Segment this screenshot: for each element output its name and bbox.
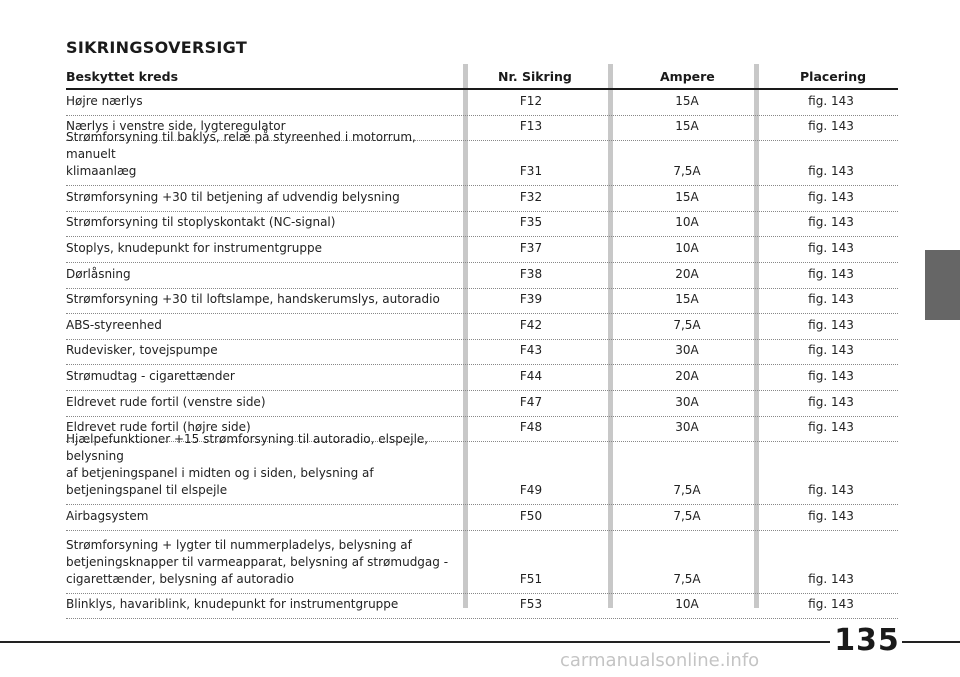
row-location: fig. 143 xyxy=(808,368,854,383)
page-number: 135 xyxy=(834,623,900,658)
table-row xyxy=(66,289,898,315)
row-location: fig. 143 xyxy=(808,189,854,204)
table-row xyxy=(66,594,898,620)
row-fuse-number: F31 xyxy=(519,164,543,179)
fuse-table xyxy=(66,64,898,619)
row-location: fig. 143 xyxy=(808,420,854,435)
table-row xyxy=(66,391,898,417)
row-description: Hjælpefunktioner +15 strømforsyning til autoradio, elspejle, belysning af betjeningspanel i midten og i siden, belysning af betjeningspanel til elspejle xyxy=(66,432,429,498)
row-description: ABS-styreenhed xyxy=(66,317,162,332)
row-fuse-number: F42 xyxy=(519,317,543,332)
row-ampere: 15A xyxy=(675,189,699,204)
row-fuse-number: F44 xyxy=(519,368,543,383)
row-ampere: 30A xyxy=(675,420,699,435)
footer-rule xyxy=(0,641,830,643)
row-fuse-number: F12 xyxy=(519,93,543,108)
row-fuse-number: F43 xyxy=(519,343,543,358)
row-ampere: 20A xyxy=(675,266,699,281)
row-ampere: 7,5A xyxy=(673,164,701,179)
row-location: fig. 143 xyxy=(808,317,854,332)
row-description: Blinklys, havariblink, knudepunkt for instrumentgruppe xyxy=(66,597,399,612)
table-row xyxy=(66,531,898,594)
header-circuit: Beskyttet kreds xyxy=(66,69,179,84)
row-description: Strømforsyning +30 til betjening af udvendig belysning xyxy=(66,189,400,204)
row-description: Stoplys, knudepunkt for instrumentgruppe xyxy=(66,240,322,255)
page-title: SIKRINGSOVERSIGT xyxy=(66,38,248,57)
table-row xyxy=(66,505,898,531)
row-location: fig. 143 xyxy=(808,508,854,523)
table-row xyxy=(66,340,898,366)
table-body xyxy=(66,90,898,619)
row-fuse-number: F38 xyxy=(519,266,543,281)
row-fuse-number: F35 xyxy=(519,215,543,230)
row-fuse-number: F13 xyxy=(519,119,543,134)
footer-rule-right xyxy=(902,641,960,643)
table-row xyxy=(66,432,898,505)
row-description: Eldrevet rude fortil (højre side) xyxy=(66,420,251,435)
row-ampere: 10A xyxy=(675,215,699,230)
table-row xyxy=(66,212,898,238)
header-fuse: Nr. Sikring xyxy=(498,69,572,84)
row-description: Airbagsystem xyxy=(66,508,149,523)
row-ampere: 30A xyxy=(675,343,699,358)
watermark: carmanualsonline.info xyxy=(560,650,760,671)
table-row xyxy=(66,314,898,340)
row-description: Strømforsyning + lygter til nummerpladelys, belysning af betjeningsknapper til varmeapparat, belysning af strømudgag - cigarettænder, belysning af autoradio xyxy=(66,537,449,586)
table-row xyxy=(66,186,898,212)
table-row xyxy=(66,90,898,116)
row-fuse-number: F53 xyxy=(519,597,543,612)
table-row xyxy=(66,263,898,289)
header-ampere: Ampere xyxy=(660,69,715,84)
row-location: fig. 143 xyxy=(808,215,854,230)
row-location: fig. 143 xyxy=(808,571,854,586)
row-ampere: 7,5A xyxy=(673,317,701,332)
row-location: fig. 143 xyxy=(808,93,854,108)
row-description: Højre nærlys xyxy=(66,93,143,108)
row-description: Nærlys i venstre side, lygteregulator xyxy=(66,119,286,134)
row-ampere: 15A xyxy=(675,119,699,134)
row-description: Strømforsyning +30 til loftslampe, handskerumslys, autoradio xyxy=(66,292,440,307)
row-fuse-number: F48 xyxy=(519,420,543,435)
row-location: fig. 143 xyxy=(808,394,854,409)
row-description: Eldrevet rude fortil (venstre side) xyxy=(66,394,266,409)
row-ampere: 20A xyxy=(675,368,699,383)
row-ampere: 7,5A xyxy=(673,571,701,586)
row-location: fig. 143 xyxy=(808,240,854,255)
section-tab-marker xyxy=(925,250,960,320)
row-ampere: 7,5A xyxy=(673,508,701,523)
row-location: fig. 143 xyxy=(808,483,854,498)
row-location: fig. 143 xyxy=(808,292,854,307)
row-location: fig. 143 xyxy=(808,343,854,358)
row-ampere: 10A xyxy=(675,597,699,612)
row-location: fig. 143 xyxy=(808,266,854,281)
row-fuse-number: F50 xyxy=(519,508,543,523)
row-fuse-number: F49 xyxy=(519,483,543,498)
row-description: Rudevisker, tovejspumpe xyxy=(66,343,218,358)
table-row xyxy=(66,237,898,263)
row-fuse-number: F37 xyxy=(519,240,543,255)
header-location: Placering xyxy=(800,69,867,84)
row-ampere: 30A xyxy=(675,394,699,409)
row-location: fig. 143 xyxy=(808,164,854,179)
row-ampere: 15A xyxy=(675,292,699,307)
row-ampere: 15A xyxy=(675,93,699,108)
row-location: fig. 143 xyxy=(808,597,854,612)
row-description: Strømudtag - cigarettænder xyxy=(66,368,235,383)
table-header xyxy=(66,64,898,90)
row-fuse-number: F51 xyxy=(519,571,543,586)
row-description: Strømforsyning til baklys, relæ på styreenhed i motorrum, manuelt klimaanlæg xyxy=(66,130,416,179)
row-fuse-number: F32 xyxy=(519,189,543,204)
row-description: Strømforsyning til stoplyskontakt (NC-signal) xyxy=(66,215,336,230)
row-ampere: 7,5A xyxy=(673,483,701,498)
row-description: Dørlåsning xyxy=(66,266,131,281)
row-fuse-number: F47 xyxy=(519,394,543,409)
row-fuse-number: F39 xyxy=(519,292,543,307)
row-location: fig. 143 xyxy=(808,119,854,134)
table-row xyxy=(66,130,898,186)
table-row xyxy=(66,365,898,391)
row-ampere: 10A xyxy=(675,240,699,255)
